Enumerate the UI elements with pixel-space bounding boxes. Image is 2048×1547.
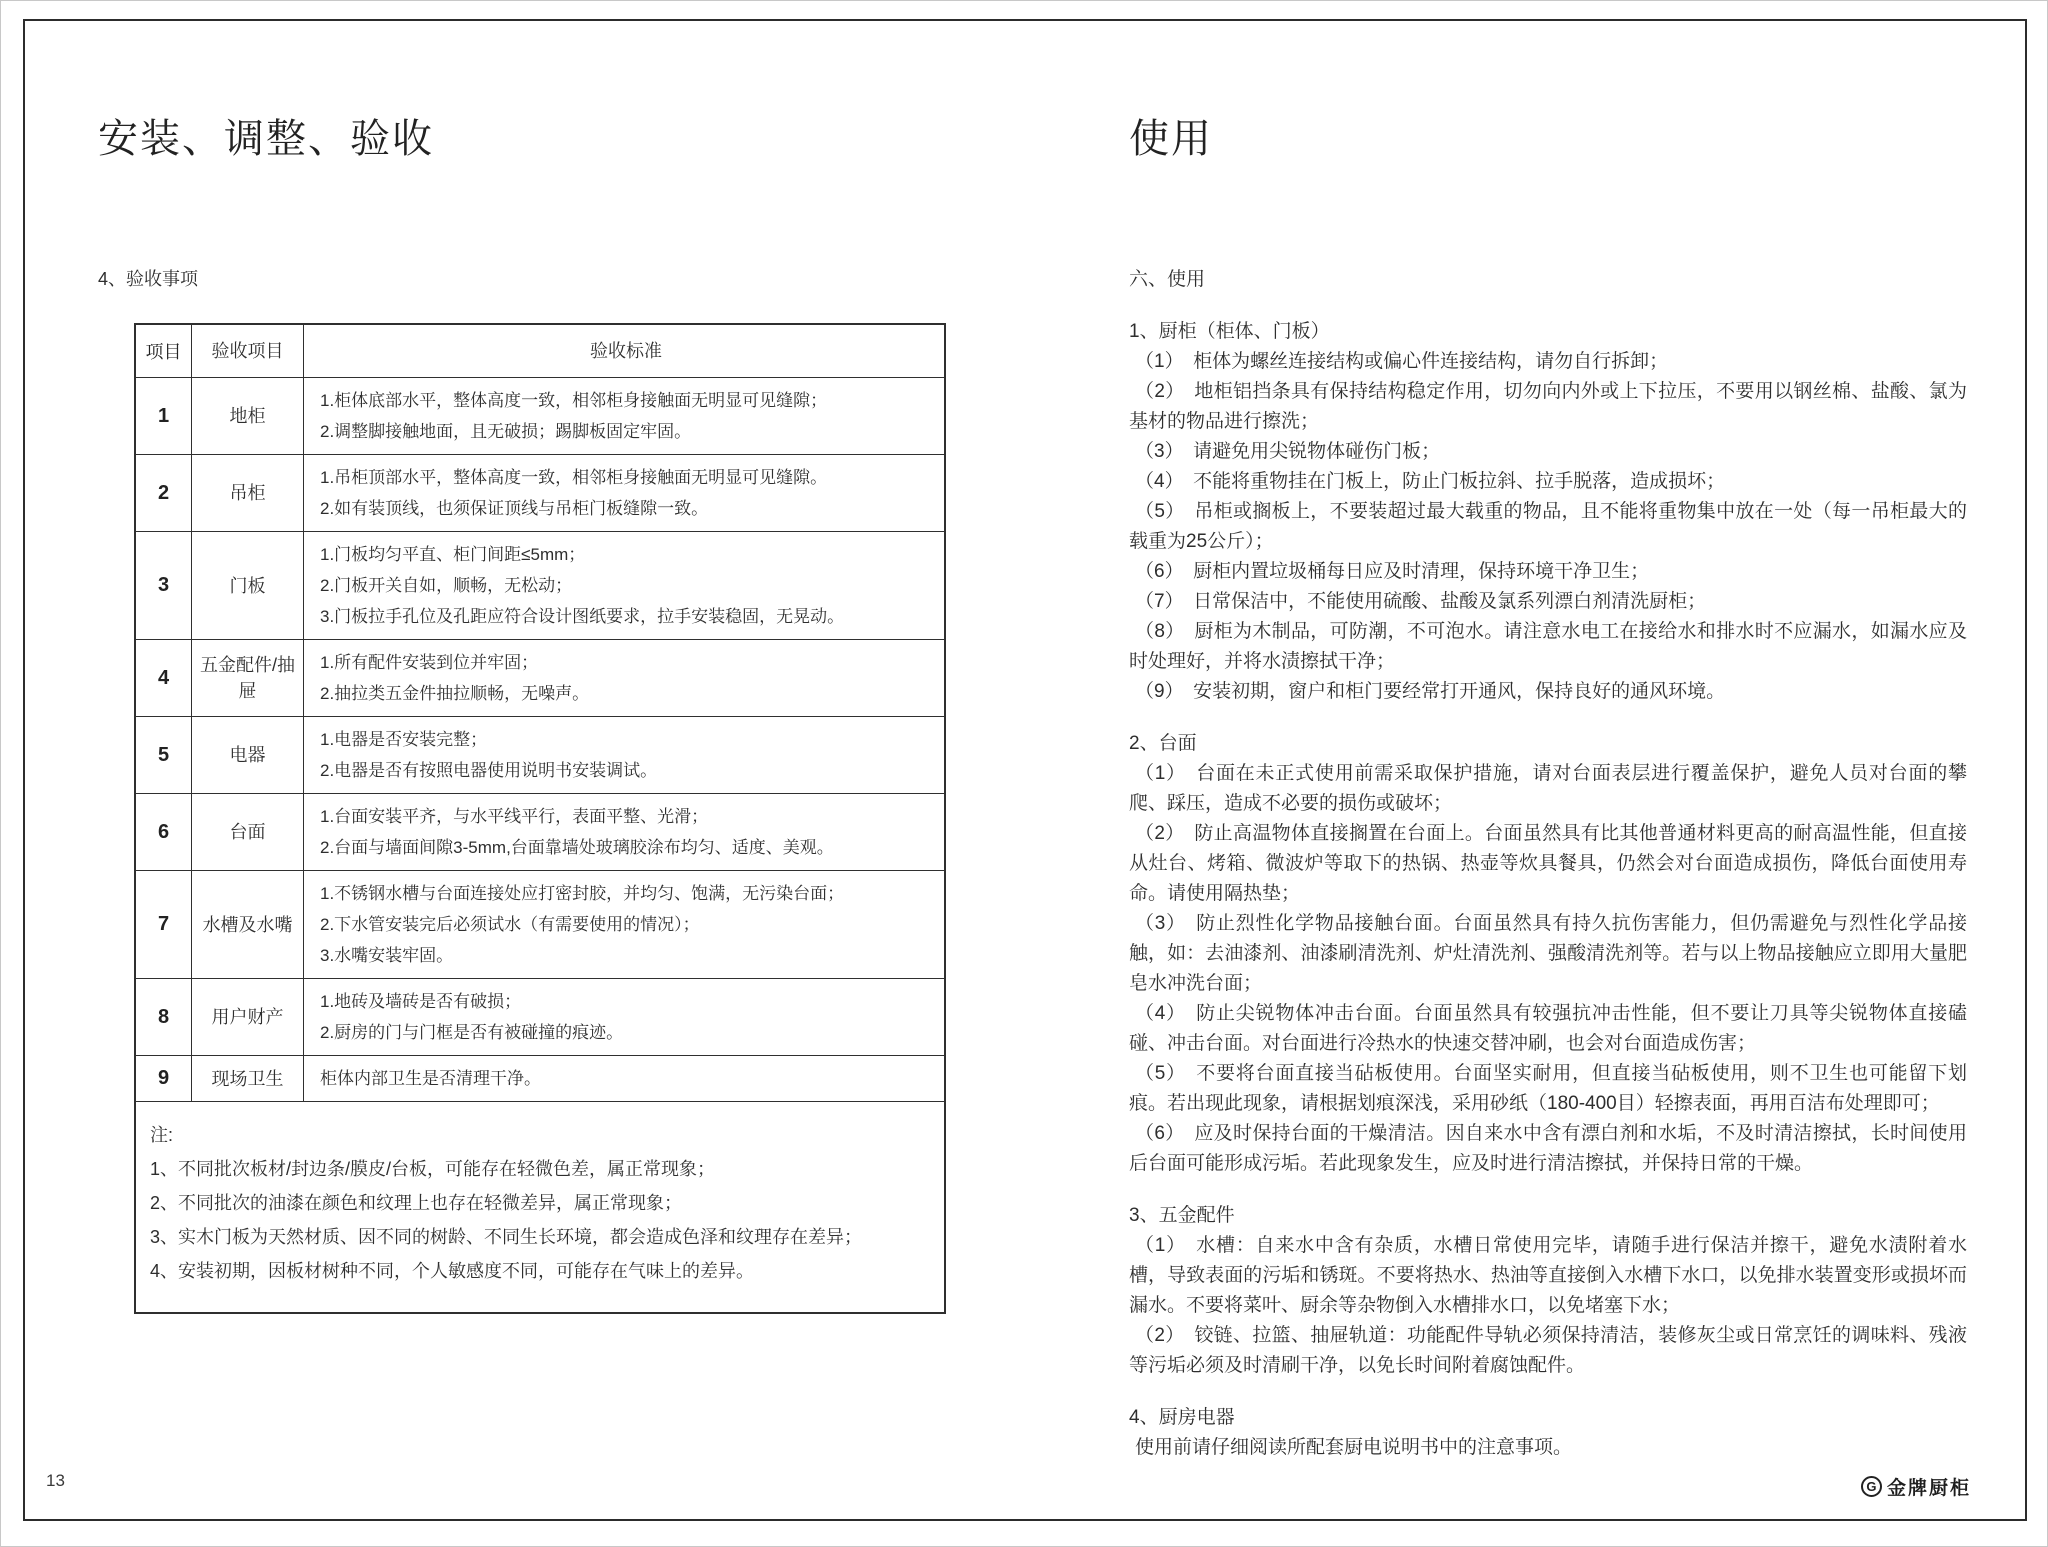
row-item-cell: 现场卫生 [192, 1056, 304, 1101]
usage-section-heading: 六、使用 [1129, 269, 1206, 290]
page-number: 13 [46, 1471, 65, 1490]
criteria-line: 2.厨房的门与门框是否有被碰撞的痕迹。 [320, 1023, 624, 1042]
row-number-cell: 3 [136, 532, 192, 639]
row-number-cell: 7 [136, 871, 192, 978]
subsection-paragraph: （1） 柜体为螺丝连接结构或偏心件连接结构，请勿自行拆卸； [1135, 351, 1669, 372]
note-line: 1、不同批次板材/封边条/膜皮/台板，可能存在轻微色差，属正常现象； [150, 1159, 716, 1179]
row-criteria-cell [304, 871, 944, 978]
criteria-line: 1.地砖及墙砖是否有破损； [320, 992, 522, 1011]
table-row [136, 871, 944, 979]
row-number-cell: 1 [136, 378, 192, 454]
subsection-paragraph: （5） 不要将台面直接当砧板使用。台面坚实耐用，但直接当砧板使用，则不卫生也可能留下划痕。若出现此现象，请根据划痕深浅，采用砂纸（180-400目）轻擦表面，再用百洁布处理即可； [1129, 1063, 1967, 1114]
criteria-line: 1.门板均匀平直、柜门间距≤5mm； [320, 545, 586, 564]
subsection-paragraph: （2） 铰链、拉篮、抽屉轨道：功能配件导轨必须保持清洁，装修灰尘或日常烹饪的调味料、残液等污垢必须及时清刷干净，以免长时间附着腐蚀配件。 [1129, 1325, 1967, 1376]
subsection-paragraph: （6） 应及时保持台面的干燥清洁。因自来水中含有漂白剂和水垢，不及时清洁擦拭，长时间使用后台面可能形成污垢。若此现象发生，应及时进行清洁擦拭，并保持日常的干燥。 [1129, 1123, 1967, 1174]
row-item-cell: 台面 [192, 794, 304, 870]
criteria-line: 2.如有装顶线，也须保证顶线与吊柜门板缝隙一致。 [320, 499, 709, 518]
subsection-paragraph: （2） 防止高温物体直接搁置在台面上。台面虽然具有比其他普通材料更高的耐高温性能，但直接从灶台、烤箱、微波炉等取下的热锅、热壶等炊具餐具，仍然会对台面造成损伤，降低台面使用寿命。请使用隔热垫； [1129, 823, 1967, 904]
criteria-line: 2.调整脚接触地面，且无破损；踢脚板固定牢固。 [320, 422, 692, 441]
usage-column [1129, 265, 1967, 1463]
row-criteria-cell [304, 532, 944, 639]
criteria-line: 3.水嘴安装牢固。 [320, 946, 454, 965]
header-cell-criteria: 验收标准 [590, 340, 662, 361]
row-item-cell: 用户财产 [192, 979, 304, 1055]
table-row [136, 979, 944, 1056]
row-number-cell: 4 [136, 640, 192, 716]
criteria-line: 柜体内部卫生是否清理干净。 [320, 1069, 541, 1088]
criteria-line: 1.所有配件安装到位并牢固； [320, 653, 539, 672]
criteria-line: 2.电器是否有按照电器使用说明书安装调试。 [320, 761, 658, 780]
criteria-line: 2.抽拉类五金件抽拉顺畅，无噪声。 [320, 684, 590, 703]
right-page-title: 使用 [1129, 117, 1213, 161]
row-number-cell: 6 [136, 794, 192, 870]
subsection-paragraph: （1） 水槽：自来水中含有杂质，水槽日常使用完毕，请随手进行保洁并擦干，避免水渍附着水槽，导致表面的污垢和锈斑。不要将热水、热油等直接倒入水槽下水口，以免排水装置变形或损坏而漏水。不要将菜叶、厨余等杂物倒入水槽排水口，以免堵塞下水； [1129, 1235, 1967, 1316]
table-header-row [136, 325, 944, 378]
row-number-cell: 2 [136, 455, 192, 531]
brand-name: 金牌厨柜 [1886, 1478, 1971, 1499]
criteria-line: 1.柜体底部水平，整体高度一致，相邻柜身接触面无明显可见缝隙； [320, 391, 828, 410]
subsection-heading: 2、台面 [1129, 733, 1197, 754]
subsection-paragraph: （9） 安装初期，窗户和柜门要经常打开通风，保持良好的通风环境。 [1135, 681, 1726, 702]
row-number-cell: 5 [136, 717, 192, 793]
row-criteria-cell [304, 717, 944, 793]
row-item-cell: 电器 [192, 717, 304, 793]
table-row [136, 1056, 944, 1102]
left-section-label: 4、验收事项 [98, 269, 199, 289]
criteria-line: 1.吊柜顶部水平，整体高度一致，相邻柜身接触面无明显可见缝隙。 [320, 468, 828, 487]
table-row [136, 455, 944, 532]
row-item-cell: 吊柜 [192, 455, 304, 531]
subsection-paragraph: （6） 厨柜内置垃圾桶每日应及时清理，保持环境干净卫生； [1135, 561, 1650, 582]
subsection-paragraph: 使用前请仔细阅读所配套厨电说明书中的注意事项。 [1135, 1437, 1573, 1458]
brand-logo [1861, 1473, 1971, 1500]
row-number-cell: 9 [136, 1056, 192, 1101]
criteria-line: 2.台面与墙面间隙3-5mm,台面靠墙处玻璃胶涂布均匀、适度、美观。 [320, 838, 834, 857]
subsection-hardware [1129, 1201, 1967, 1381]
criteria-line: 1.台面安装平齐，与水平线平行，表面平整、光滑； [320, 807, 709, 826]
header-cell-item-no: 项目 [136, 325, 192, 377]
row-number-cell: 8 [136, 979, 192, 1055]
row-item-cell: 水槽及水嘴 [192, 871, 304, 978]
subsection-paragraph: （7） 日常保洁中，不能使用硫酸、盐酸及氯系列漂白剂清洗厨柜； [1135, 591, 1707, 612]
row-criteria-cell [304, 979, 944, 1055]
subsection-cabinet [1129, 317, 1967, 707]
table-row [136, 640, 944, 717]
table-notes [136, 1102, 944, 1312]
table-row [136, 794, 944, 871]
note-line: 2、不同批次的油漆在颜色和纹理上也存在轻微差异，属正常现象； [150, 1193, 683, 1213]
brand-g-icon: G [1861, 1476, 1882, 1497]
row-criteria-cell [304, 794, 944, 870]
note-line: 4、安装初期，因板材树种不同，个人敏感度不同，可能存在气味上的差异。 [150, 1261, 755, 1281]
criteria-line: 1.不锈钢水槽与台面连接处应打密封胶，并均匀、饱满，无污染台面； [320, 884, 845, 903]
subsection-heading: 1、厨柜（柜体、门板） [1129, 321, 1330, 342]
row-item-cell: 五金配件/抽屉 [192, 640, 304, 716]
criteria-line: 2.下水管安装完后必须试水（有需要使用的情况）； [320, 915, 700, 934]
criteria-line: 2.门板开关自如，顺畅，无松动； [320, 576, 573, 595]
row-criteria-cell [304, 1056, 944, 1101]
row-item-cell: 地柜 [192, 378, 304, 454]
left-page-title: 安装、调整、验收 [98, 117, 434, 161]
table-row [136, 532, 944, 640]
note-line: 3、实木门板为天然材质、因不同的树龄、不同生长环境，都会造成色泽和纹理存在差异； [150, 1227, 863, 1247]
subsection-paragraph: （4） 不能将重物挂在门板上，防止门板拉斜、拉手脱落，造成损坏； [1135, 471, 1726, 492]
acceptance-table [134, 323, 946, 1314]
table-row [136, 717, 944, 794]
subsection-paragraph: （1） 台面在未正式使用前需采取保护措施，请对台面表层进行覆盖保护，避免人员对台面的攀爬、踩压，造成不必要的损伤或破坏； [1129, 763, 1967, 814]
subsection-heading: 3、五金配件 [1129, 1205, 1235, 1226]
header-cell-item-name: 验收项目 [192, 325, 304, 377]
notes-label: 注: [150, 1125, 174, 1145]
row-criteria-cell [304, 378, 944, 454]
table-row [136, 378, 944, 455]
criteria-line: 3.门板拉手孔位及孔距应符合设计图纸要求，拉手安装稳固，无晃动。 [320, 607, 845, 626]
subsection-appliances [1129, 1403, 1967, 1463]
row-criteria-cell [304, 640, 944, 716]
subsection-paragraph: （3） 防止烈性化学物品接触台面。台面虽然具有持久抗伤害能力，但仍需避免与烈性化学品接触，如：去油漆剂、油漆刷清洗剂、炉灶清洗剂、强酸清洗剂等。若与以上物品接触应立即用大量肥皂水冲洗台面； [1129, 913, 1967, 994]
subsection-paragraph: （3） 请避免用尖锐物体碰伤门板； [1135, 441, 1441, 462]
subsection-paragraph: （8） 厨柜为木制品，可防潮，不可泡水。请注意水电工在接给水和排水时不应漏水，如漏水应及时处理好，并将水渍擦拭干净； [1129, 621, 1967, 672]
criteria-line: 1.电器是否安装完整； [320, 730, 488, 749]
subsection-paragraph: （5） 吊柜或搁板上，不要装超过最大载重的物品，且不能将重物集中放在一处（每一吊柜最大的载重为25公斤）； [1129, 501, 1967, 552]
subsection-paragraph: （4） 防止尖锐物体冲击台面。台面虽然具有较强抗冲击性能，但不要让刀具等尖锐物体直接磕碰、冲击台面。对台面进行冷热水的快速交替冲刷，也会对台面造成伤害； [1129, 1003, 1967, 1054]
subsection-paragraph: （2） 地柜铝挡条具有保持结构稳定作用，切勿向内外或上下拉压，不要用以钢丝棉、盐酸、氯为基材的物品进行擦洗； [1129, 381, 1967, 432]
row-criteria-cell [304, 455, 944, 531]
subsection-heading: 4、厨房电器 [1129, 1407, 1235, 1428]
subsection-countertop [1129, 729, 1967, 1179]
row-item-cell: 门板 [192, 532, 304, 639]
